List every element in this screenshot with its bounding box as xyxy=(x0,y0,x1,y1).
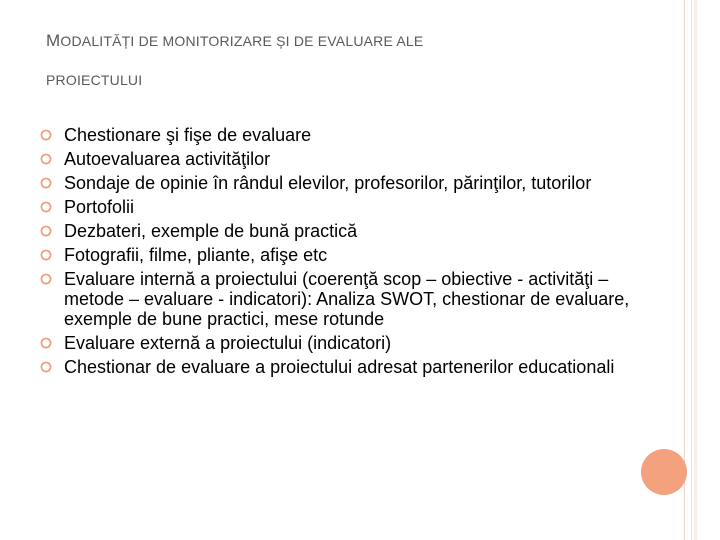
right-border-line xyxy=(684,0,685,540)
list-item-text: Evaluare externă a proiectului (indicatori) xyxy=(64,333,392,353)
title-first-letter: M xyxy=(46,31,61,50)
bullet-circle-icon xyxy=(40,225,52,237)
bullet-circle-icon xyxy=(40,337,52,349)
list-item-text: Evaluare internă a proiectului (coerenţă scop – obiective - activităţi – metode – evaluare - indicatori): Analiza SWOT, chestionar de evaluare, exemple de bune practici, mese rotunde xyxy=(64,269,630,329)
bullet-circle-icon xyxy=(40,249,52,261)
bullet-circle-icon xyxy=(40,201,52,213)
bullet-list xyxy=(40,125,640,381)
list-item-text: Autoevaluarea activităţilor xyxy=(64,149,271,169)
bullet-circle-icon xyxy=(40,273,52,285)
list-item xyxy=(40,173,640,193)
bullet-circle-icon xyxy=(40,361,52,373)
list-item-text: Chestionare şi fişe de evaluare xyxy=(64,125,312,145)
list-item-text: Chestionar de evaluare a proiectului adresat partenerilor educationali xyxy=(64,357,615,377)
list-item xyxy=(40,245,640,265)
list-item xyxy=(40,149,640,169)
title-line-1: ODALITĂȚI DE MONITORIZARE ȘI DE EVALUARE ALE xyxy=(60,33,424,49)
bullet-circle-icon xyxy=(40,129,52,141)
list-item-text: Sondaje de opinie în rândul elevilor, profesorilor, părinţilor, tutorilor xyxy=(64,173,592,193)
right-border-line-inner xyxy=(691,0,692,540)
list-item-text: Fotografii, filme, pliante, afişe etc xyxy=(64,245,328,265)
slide-title xyxy=(46,22,646,99)
bullet-circle-icon xyxy=(40,153,52,165)
list-item-text: Dezbateri, exemple de bună practică xyxy=(64,221,358,241)
title-line-2: PROIECTULUI xyxy=(46,72,143,88)
list-item xyxy=(40,221,640,241)
list-item xyxy=(40,357,640,377)
list-item xyxy=(40,125,640,145)
list-item xyxy=(40,333,640,353)
bullet-circle-icon xyxy=(40,177,52,189)
list-item xyxy=(40,269,640,329)
decorative-circle xyxy=(641,449,687,495)
list-item xyxy=(40,197,640,217)
right-decor-strip xyxy=(694,0,697,540)
list-item-text: Portofolii xyxy=(64,197,135,217)
